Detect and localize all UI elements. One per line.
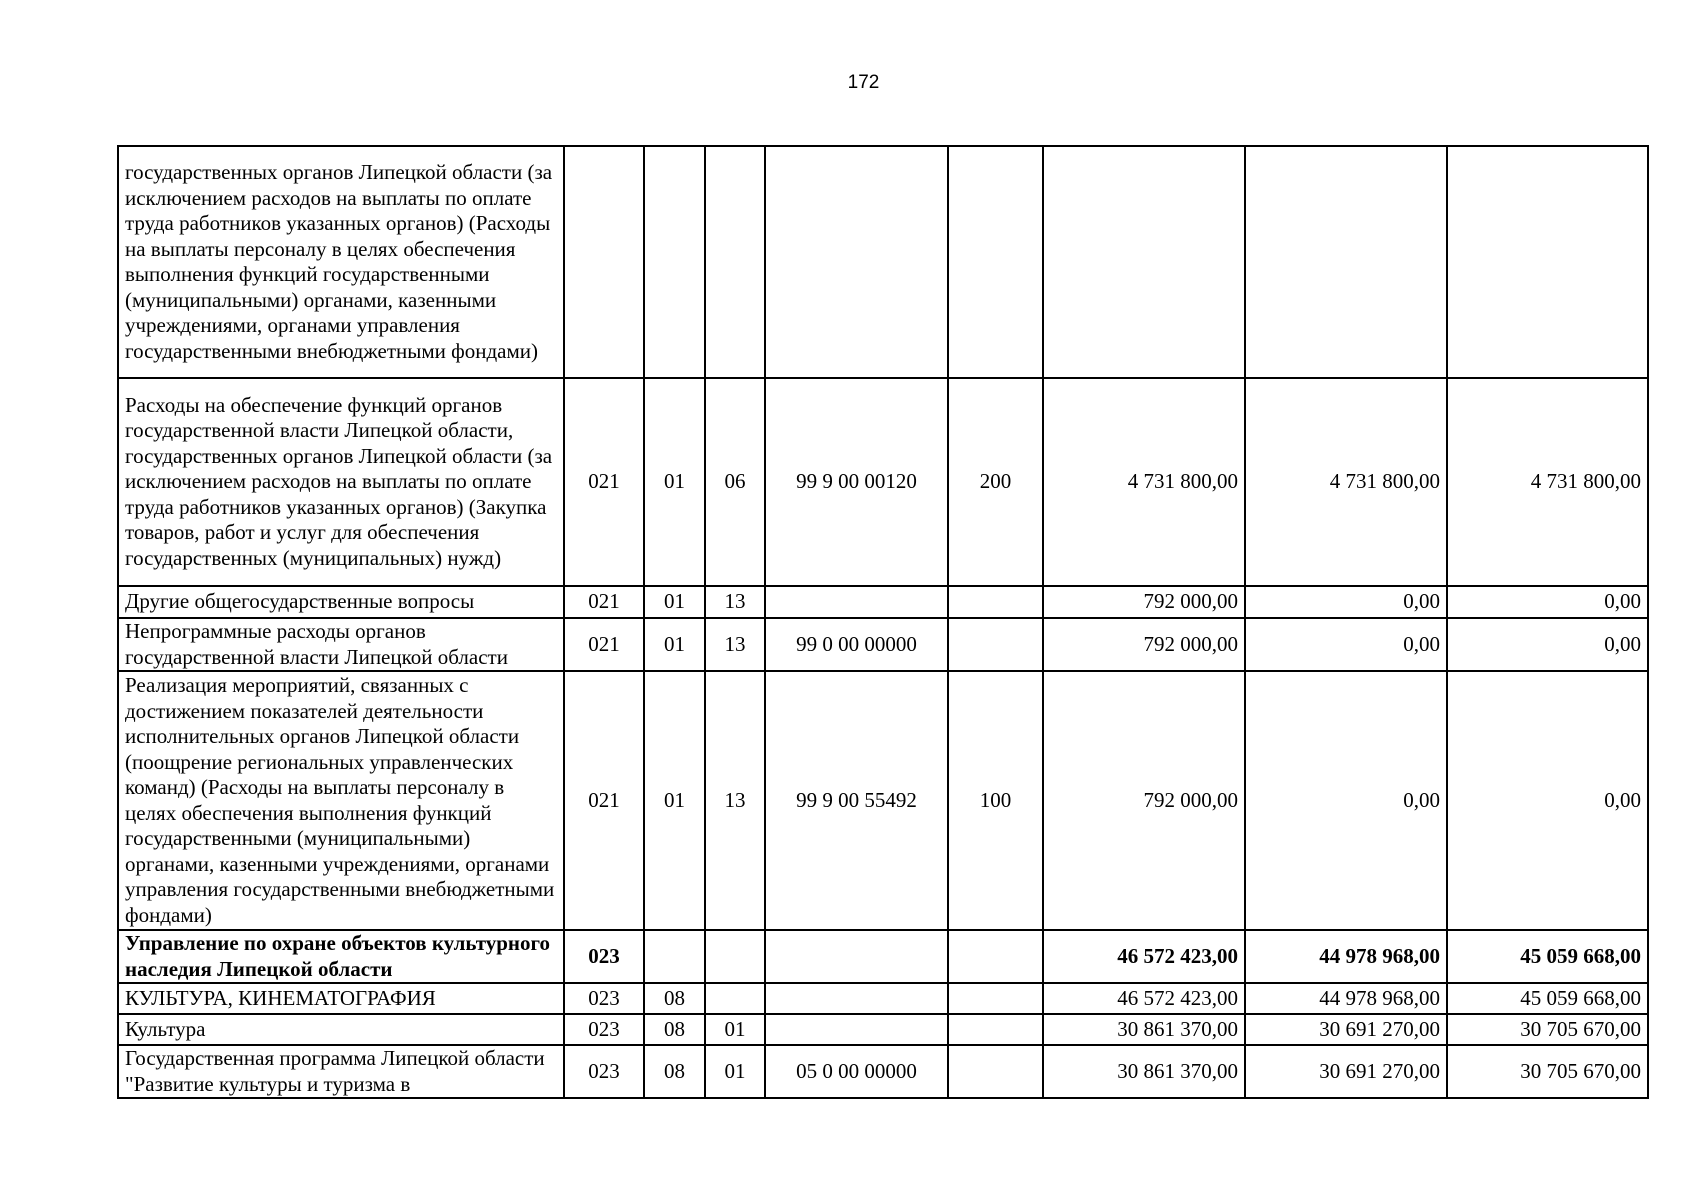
pr-cell: 01 bbox=[705, 1014, 765, 1045]
pr-cell bbox=[705, 146, 765, 378]
csr-cell bbox=[765, 586, 948, 618]
rz-cell: 08 bbox=[644, 983, 705, 1014]
csr-cell bbox=[765, 930, 948, 983]
sum-year1-cell: 46 572 423,00 bbox=[1043, 930, 1245, 983]
sum-year1-cell: 4 731 800,00 bbox=[1043, 378, 1245, 586]
pr-cell bbox=[705, 983, 765, 1014]
csr-cell: 99 9 00 00120 bbox=[765, 378, 948, 586]
pr-cell: 01 bbox=[705, 1045, 765, 1098]
csr-cell: 99 9 00 55492 bbox=[765, 671, 948, 930]
grbs-cell: 023 bbox=[564, 1045, 644, 1098]
grbs-cell: 021 bbox=[564, 618, 644, 671]
grbs-cell: 023 bbox=[564, 1014, 644, 1045]
sum-year3-cell: 4 731 800,00 bbox=[1447, 378, 1648, 586]
sum-year2-cell: 44 978 968,00 bbox=[1245, 930, 1447, 983]
sum-year3-cell bbox=[1447, 146, 1648, 378]
row-name: Непрограммные расходы органов государственной власти Липецкой области bbox=[118, 618, 564, 671]
vr-cell bbox=[948, 1014, 1043, 1045]
row-name: Культура bbox=[118, 1014, 564, 1045]
table-row bbox=[118, 586, 1648, 618]
row-name: Расходы на обеспечение функций органов государственной власти Липецкой области, государственных органов Липецкой области (за исключением расходов на выплаты по оплате труда работников указанных органов) (Закупка товаров, работ и услуг для обеспечения государственных (муниципальных) нужд) bbox=[118, 378, 564, 586]
page-number: 172 bbox=[847, 72, 880, 93]
table-row bbox=[118, 671, 1648, 930]
vr-cell bbox=[948, 586, 1043, 618]
table-row bbox=[118, 930, 1648, 983]
table-row bbox=[118, 983, 1648, 1014]
sum-year2-cell: 44 978 968,00 bbox=[1245, 983, 1447, 1014]
row-name: Управление по охране объектов культурного наследия Липецкой области bbox=[118, 930, 564, 983]
rz-cell bbox=[644, 930, 705, 983]
sum-year2-cell: 0,00 bbox=[1245, 618, 1447, 671]
pr-cell: 13 bbox=[705, 618, 765, 671]
vr-cell bbox=[948, 983, 1043, 1014]
row-name: КУЛЬТУРА, КИНЕМАТОГРАФИЯ bbox=[118, 983, 564, 1014]
csr-cell bbox=[765, 146, 948, 378]
table-row bbox=[118, 618, 1648, 671]
sum-year3-cell: 45 059 668,00 bbox=[1447, 983, 1648, 1014]
table-row bbox=[118, 378, 1648, 586]
pr-cell: 13 bbox=[705, 671, 765, 930]
grbs-cell bbox=[564, 146, 644, 378]
vr-cell bbox=[948, 1045, 1043, 1098]
csr-cell bbox=[765, 983, 948, 1014]
sum-year1-cell: 792 000,00 bbox=[1043, 671, 1245, 930]
sum-year1-cell: 30 861 370,00 bbox=[1043, 1045, 1245, 1098]
vr-cell: 100 bbox=[948, 671, 1043, 930]
sum-year3-cell: 0,00 bbox=[1447, 586, 1648, 618]
vr-cell bbox=[948, 930, 1043, 983]
sum-year2-cell: 30 691 270,00 bbox=[1245, 1045, 1447, 1098]
csr-cell: 05 0 00 00000 bbox=[765, 1045, 948, 1098]
sum-year1-cell: 792 000,00 bbox=[1043, 618, 1245, 671]
sum-year3-cell: 30 705 670,00 bbox=[1447, 1014, 1648, 1045]
vr-cell bbox=[948, 618, 1043, 671]
rz-cell bbox=[644, 146, 705, 378]
sum-year2-cell: 30 691 270,00 bbox=[1245, 1014, 1447, 1045]
rz-cell: 01 bbox=[644, 586, 705, 618]
sum-year3-cell: 30 705 670,00 bbox=[1447, 1045, 1648, 1098]
rz-cell: 08 bbox=[644, 1045, 705, 1098]
csr-cell: 99 0 00 00000 bbox=[765, 618, 948, 671]
sum-year3-cell: 45 059 668,00 bbox=[1447, 930, 1648, 983]
table-row bbox=[118, 1014, 1648, 1045]
row-name: Другие общегосударственные вопросы bbox=[118, 586, 564, 618]
pr-cell: 06 bbox=[705, 378, 765, 586]
sum-year2-cell: 4 731 800,00 bbox=[1245, 378, 1447, 586]
rz-cell: 01 bbox=[644, 378, 705, 586]
sum-year2-cell: 0,00 bbox=[1245, 586, 1447, 618]
rz-cell: 01 bbox=[644, 618, 705, 671]
sum-year1-cell: 792 000,00 bbox=[1043, 586, 1245, 618]
rz-cell: 01 bbox=[644, 671, 705, 930]
row-name: государственных органов Липецкой области (за исключением расходов на выплаты по оплате труда работников указанных органов) (Расходы на выплаты персоналу в целях обеспечения выполнения функций государственными (муниципальными) органами, казенными учреждениями, органами управления государственными внебюджетными фондами) bbox=[118, 146, 564, 378]
sum-year1-cell bbox=[1043, 146, 1245, 378]
grbs-cell: 021 bbox=[564, 671, 644, 930]
rz-cell: 08 bbox=[644, 1014, 705, 1045]
sum-year1-cell: 46 572 423,00 bbox=[1043, 983, 1245, 1014]
pr-cell: 13 bbox=[705, 586, 765, 618]
table-row bbox=[118, 146, 1648, 378]
sum-year1-cell: 30 861 370,00 bbox=[1043, 1014, 1245, 1045]
grbs-cell: 021 bbox=[564, 586, 644, 618]
sum-year3-cell: 0,00 bbox=[1447, 671, 1648, 930]
grbs-cell: 023 bbox=[564, 930, 644, 983]
sum-year2-cell: 0,00 bbox=[1245, 671, 1447, 930]
csr-cell bbox=[765, 1014, 948, 1045]
table-row bbox=[118, 1045, 1648, 1098]
row-name: Государственная программа Липецкой области "Развитие культуры и туризма в bbox=[118, 1045, 564, 1098]
budget-table bbox=[117, 145, 1649, 1099]
row-name: Реализация мероприятий, связанных с достижением показателей деятельности исполнительных органов Липецкой области (поощрение региональных управленческих команд) (Расходы на выплаты персоналу в целях обеспечения выполнения функций государственными (муниципальными) органами, казенными учреждениями, органами управления государственными внебюджетными фондами) bbox=[118, 671, 564, 930]
grbs-cell: 021 bbox=[564, 378, 644, 586]
sum-year3-cell: 0,00 bbox=[1447, 618, 1648, 671]
vr-cell bbox=[948, 146, 1043, 378]
grbs-cell: 023 bbox=[564, 983, 644, 1014]
vr-cell: 200 bbox=[948, 378, 1043, 586]
sum-year2-cell bbox=[1245, 146, 1447, 378]
pr-cell bbox=[705, 930, 765, 983]
